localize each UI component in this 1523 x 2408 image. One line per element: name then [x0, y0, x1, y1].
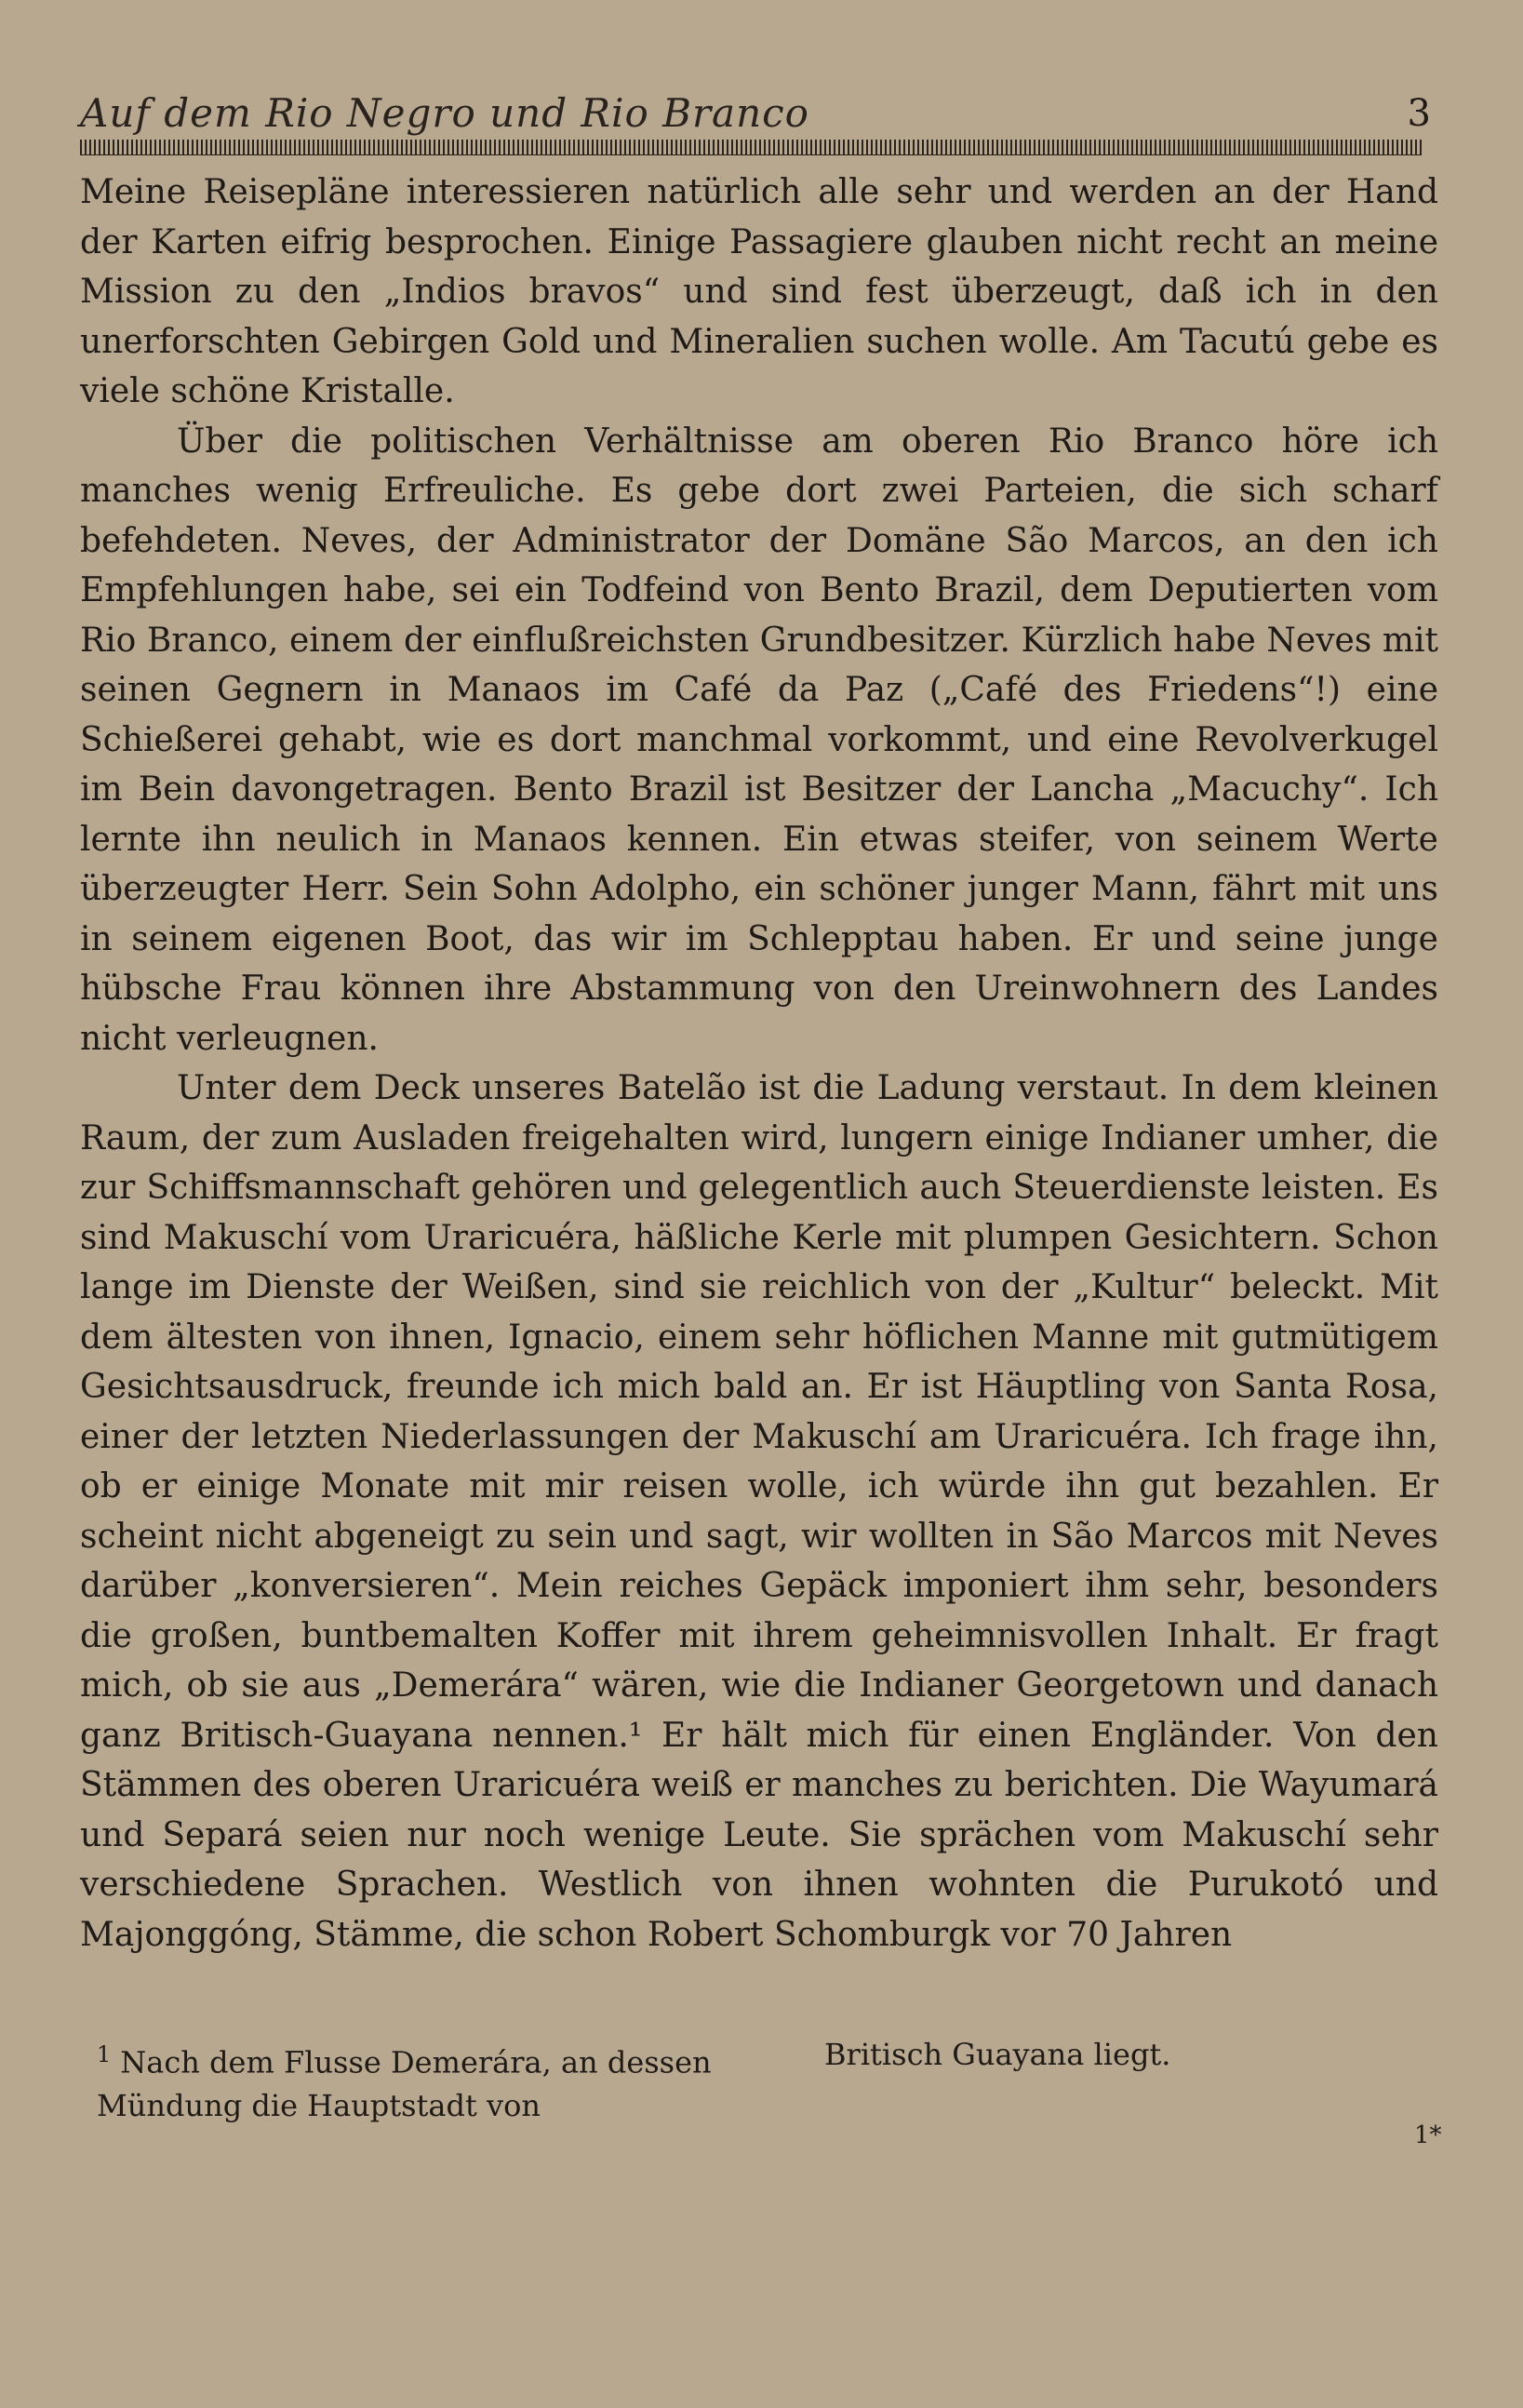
- footnote-mark: 1: [97, 2041, 112, 2067]
- footnote-text-1: Nach dem Flusse Demerára, an dessen Mündung die Hauptstadt von: [97, 2044, 712, 2123]
- body-text: [80, 167, 1438, 1960]
- paragraph-1: Meine Reisepläne interessieren natürlich alle sehr und werden an der Hand der Karten eifrig besprochen. Einige Passagiere glauben nicht recht an meine Mission zu den „Indios bravos“ und sind fest überzeugt, daß ich in den unerforschten Gebirgen Gold und Mineralien suchen wolle. Am Tacutú gebe es viele schöne Kristalle.: [80, 173, 1438, 410]
- footnote-column-1: [97, 2033, 767, 2127]
- paragraph-3: Unter dem Deck unseres Batelão ist die Ladung verstaut. In dem kleinen Raum, der zum Ausladen freigehalten wird, lungern einige Indianer umher, die zur Schiffsmannschaft gehören und gelegentlich auch Steuerdienste leisten. Es sind Makuschí vom Uraricuéra, häßliche Kerle mit plumpen Gesichtern. Schon lange im Dienste der Weißen, sind sie reichlich von der „Kultur“ beleckt. Mit dem ältesten von ihnen, Ignacio, einem sehr höflichen Manne mit gutmütigem Gesichtsausdruck, freunde ich mich bald an. Er ist Häuptling von Santa Rosa, einer der letzten Niederlassungen der Makuschí am Uraricuéra. Ich frage ihn, ob er einige Monate mit mir reisen wolle, ich würde ihn gut bezahlen. Er scheint nicht abgeneigt zu sein und sagt, wir wollten in São Marcos mit Neves darüber „konversieren“. Mein reiches Gepäck imponiert ihm sehr, besonders die großen, buntbemalten Koffer mit ihrem geheimnisvollen Inhalt. Er fragt mich, ob sie aus „Demerára“ wären, wie die Indianer Georgetown und danach ganz Britisch-Guayana nennen.¹ Er hält mich für einen Engländer. Von den Stämmen des oberen Uraricuéra weiß er manches zu berichten. Die Wayumará und Separá seien nur noch wenige Leute. Sie sprächen vom Makuschí sehr verschiedene Sprachen. Westlich von ihnen wohnten die Purukotó und Majonggóng, Stämme, die schon Robert Schomburgk vor 70 Jahren: [80, 1069, 1438, 1954]
- footnote-text-2: Britisch Guayana liegt.: [824, 2037, 1171, 2072]
- paragraph-2: Über die politischen Verhältnisse am oberen Rio Branco höre ich manches wenig Erfreuliche. Es gebe dort zwei Parteien, die sich scharf befehdeten. Neves, der Administrator der Domäne São Marcos, an den ich Empfehlungen habe, sei ein Todfeind von Bento Brazil, dem Deputierten vom Rio Branco, einem der einflußreichsten Grundbesitzer. Kürzlich habe Neves mit seinen Gegnern in Manaos im Café da Paz („Café des Friedens“!) eine Schießerei gehabt, wie es dort manchmal vorkommt, und eine Revolverkugel im Bein davongetragen. Bento Brazil ist Besitzer der Lancha „Macuchy“. Ich lernte ihn neulich in Manaos kennen. Ein etwas steifer, von seinem Werte überzeugter Herr. Sein Sohn Adolpho, ein schöner junger Mann, fährt mit uns in seinem eigenen Boot, das wir im Schlepptau haben. Er und seine junge hübsche Frau können ihre Abstammung von den Ureinwohnern des Landes nicht verleugnen.: [80, 421, 1438, 1058]
- running-title: Auf dem Rio Negro und Rio Branco: [80, 90, 809, 136]
- page-header: [80, 90, 1431, 136]
- signature-mark: 1*: [1414, 2121, 1442, 2149]
- page-number: 3: [1407, 92, 1431, 135]
- header-rule: [80, 140, 1422, 155]
- footnote-column-2: [824, 2033, 1420, 2076]
